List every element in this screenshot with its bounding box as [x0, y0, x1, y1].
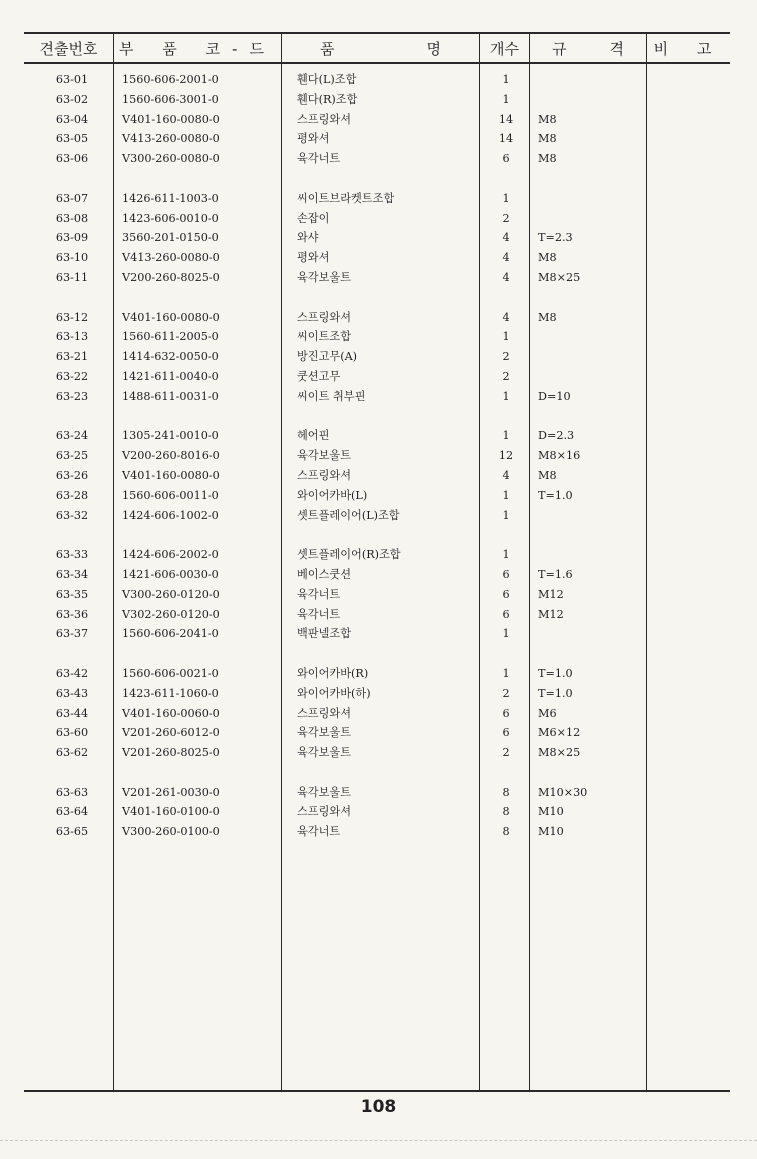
quantity-cell: 1: [502, 429, 510, 443]
part-name-cell: 베이스쿳션: [297, 567, 352, 581]
part-name-cell: 셋트플레이어(R)조합: [297, 548, 401, 562]
specification-cell: D=10: [538, 389, 571, 403]
specification-cell: M8×25: [538, 746, 581, 760]
quantity-cell: 6: [502, 607, 510, 621]
specification-cell: M8: [538, 251, 557, 265]
table-row: [0, 268, 757, 288]
specification-cell: M6×12: [538, 726, 581, 740]
part-code-cell: V200-260-8016-0: [122, 449, 220, 463]
page-number: 108: [360, 1097, 397, 1117]
part-code-cell: V401-160-0100-0: [122, 805, 220, 819]
quantity-cell: 2: [502, 350, 510, 364]
part-code-cell: 3560-201-0150-0: [122, 231, 219, 245]
reference-number-cell: 63-60: [55, 726, 89, 740]
part-name-cell: 스프링와셔: [297, 805, 352, 819]
part-name-cell: 휀다(R)조합: [297, 92, 358, 106]
table-row: [0, 545, 757, 565]
part-code-cell: 1488-611-0031-0: [122, 389, 219, 403]
part-name-cell: 육각너트: [297, 607, 341, 621]
header-part-name-b: 명: [426, 39, 441, 58]
quantity-cell: 6: [502, 152, 510, 166]
specification-cell: M8: [538, 310, 557, 324]
quantity-cell: 6: [502, 587, 510, 601]
reference-number-cell: 63-02: [55, 92, 89, 106]
part-name-cell: 쿳션고무: [297, 369, 341, 383]
table-row: [0, 90, 757, 110]
part-code-cell: V401-160-0080-0: [122, 468, 220, 482]
part-code-cell: V413-260-0080-0: [122, 132, 220, 146]
table-row: [0, 387, 757, 407]
part-code-cell: 1424-606-1002-0: [122, 508, 219, 522]
specification-cell: M8×16: [538, 449, 581, 463]
parts-table-body: [0, 70, 757, 842]
part-name-cell: 와이어카바(L): [297, 488, 368, 502]
part-code-cell: V300-260-0080-0: [122, 152, 220, 166]
table-row: [0, 506, 757, 526]
part-name-cell: 와샤: [297, 231, 319, 245]
part-name-cell: 손잡이: [297, 211, 330, 225]
specification-cell: T=1.0: [538, 686, 573, 700]
table-row: [0, 486, 757, 506]
table-row: [0, 70, 757, 90]
reference-number-cell: 63-34: [55, 567, 89, 581]
part-code-cell: V401-160-0080-0: [122, 310, 220, 324]
part-name-cell: 육각보울트: [297, 746, 352, 760]
quantity-cell: 8: [502, 805, 510, 819]
table-row: [0, 110, 757, 130]
part-code-cell: V401-160-0060-0: [122, 706, 220, 720]
part-name-cell: 씨이트조합: [297, 330, 352, 344]
part-code-cell: V302-260-0120-0: [122, 607, 220, 621]
header-quantity: 개수: [490, 39, 519, 58]
header-spec-b: 격: [609, 39, 624, 58]
quantity-cell: 2: [502, 369, 510, 383]
table-row: [0, 347, 757, 367]
specification-cell: D=2.3: [538, 429, 575, 443]
reference-number-cell: 63-37: [55, 627, 89, 641]
reference-number-cell: 63-28: [55, 488, 89, 502]
table-row: [0, 822, 757, 842]
quantity-cell: 1: [502, 92, 510, 106]
specification-cell: T=2.3: [538, 231, 573, 245]
specification-cell: M10: [538, 805, 564, 819]
part-code-cell: 1560-606-2041-0: [122, 627, 219, 641]
part-name-cell: 씨이트브라켓트조합: [297, 191, 395, 205]
table-row: [0, 624, 757, 644]
reference-number-cell: 63-64: [55, 805, 89, 819]
row-spacer: [0, 763, 757, 783]
table-row: [0, 129, 757, 149]
part-name-cell: 육각보울트: [297, 785, 352, 799]
quantity-cell: 1: [502, 666, 510, 680]
reference-number-cell: 63-62: [55, 746, 89, 760]
quantity-cell: 12: [498, 449, 514, 463]
quantity-cell: 1: [502, 508, 510, 522]
quantity-cell: 1: [502, 389, 510, 403]
part-code-cell: 1560-606-0021-0: [122, 666, 219, 680]
reference-number-cell: 63-26: [55, 468, 89, 482]
specification-cell: M10: [538, 825, 564, 839]
table-row: [0, 209, 757, 229]
specification-cell: M8: [538, 152, 557, 166]
quantity-cell: 2: [502, 746, 510, 760]
row-spacer: [0, 288, 757, 308]
quantity-cell: 6: [502, 706, 510, 720]
table-row: [0, 664, 757, 684]
table-row: [0, 228, 757, 248]
specification-cell: M8: [538, 112, 557, 126]
specification-cell: T=1.6: [538, 567, 573, 581]
part-code-cell: 1421-611-0040-0: [122, 369, 219, 383]
reference-number-cell: 63-05: [55, 132, 89, 146]
reference-number-cell: 63-08: [55, 211, 89, 225]
quantity-cell: 1: [502, 191, 510, 205]
part-name-cell: 와이어카바(R): [297, 666, 369, 680]
table-row: [0, 783, 757, 803]
reference-number-cell: 63-23: [55, 389, 89, 403]
quantity-cell: 1: [502, 488, 510, 502]
table-bottom-rule: [24, 1090, 730, 1092]
table-row: [0, 149, 757, 169]
part-name-cell: 스프링와셔: [297, 112, 352, 126]
reference-number-cell: 63-04: [55, 112, 89, 126]
specification-cell: M12: [538, 587, 564, 601]
table-row: [0, 585, 757, 605]
table-row: [0, 565, 757, 585]
part-code-cell: 1305-241-0010-0: [122, 429, 219, 443]
reference-number-cell: 63-21: [55, 350, 89, 364]
reference-number-cell: 63-07: [55, 191, 89, 205]
page-bottom-edge: [0, 1140, 757, 1159]
reference-number-cell: 63-32: [55, 508, 89, 522]
part-name-cell: 평와셔: [297, 251, 330, 265]
part-code-cell: 1426-611-1003-0: [122, 191, 219, 205]
specification-cell: T=1.0: [538, 666, 573, 680]
reference-number-cell: 63-35: [55, 587, 89, 601]
part-name-cell: 육각너트: [297, 587, 341, 601]
table-row: [0, 248, 757, 268]
table-row: [0, 446, 757, 466]
reference-number-cell: 63-13: [55, 330, 89, 344]
quantity-cell: 4: [502, 468, 510, 482]
part-name-cell: 스프링와셔: [297, 468, 352, 482]
part-name-cell: 육각보울트: [297, 270, 352, 284]
part-code-cell: V300-260-0120-0: [122, 587, 220, 601]
header-bottom-rule: [24, 62, 730, 64]
specification-cell: M8: [538, 132, 557, 146]
row-spacer: [0, 525, 757, 545]
part-name-cell: 스프링와셔: [297, 706, 352, 720]
part-code-cell: 1423-606-0010-0: [122, 211, 219, 225]
table-row: [0, 327, 757, 347]
specification-cell: M8×25: [538, 270, 581, 284]
table-row: [0, 367, 757, 387]
part-name-cell: 육각너트: [297, 825, 341, 839]
part-name-cell: 육각보울트: [297, 449, 352, 463]
specification-cell: M10×30: [538, 785, 588, 799]
header-remarks: 비 고: [653, 39, 724, 58]
part-code-cell: V201-260-8025-0: [122, 746, 220, 760]
part-code-cell: V201-260-6012-0: [122, 726, 220, 740]
reference-number-cell: 63-36: [55, 607, 89, 621]
row-spacer: [0, 407, 757, 427]
part-name-cell: 평와셔: [297, 132, 330, 146]
part-code-cell: V413-260-0080-0: [122, 251, 220, 265]
reference-number-cell: 63-43: [55, 686, 89, 700]
part-code-cell: 1414-632-0050-0: [122, 350, 219, 364]
table-row: [0, 802, 757, 822]
part-code-cell: V201-261-0030-0: [122, 785, 220, 799]
reference-number-cell: 63-12: [55, 310, 89, 324]
header-part-code: 부 품 코-드: [119, 39, 276, 58]
quantity-cell: 4: [502, 270, 510, 284]
part-code-cell: V401-160-0080-0: [122, 112, 220, 126]
header-part-name-a: 품: [320, 39, 335, 58]
specification-cell: M8: [538, 468, 557, 482]
reference-number-cell: 63-11: [55, 270, 89, 284]
table-row: [0, 605, 757, 625]
quantity-cell: 1: [502, 627, 510, 641]
reference-number-cell: 63-25: [55, 449, 89, 463]
quantity-cell: 1: [502, 330, 510, 344]
reference-number-cell: 63-01: [55, 73, 89, 86]
header-part-name: [282, 34, 479, 62]
part-code-cell: 1560-606-3001-0: [122, 92, 219, 106]
table-row: [0, 684, 757, 704]
row-spacer: [0, 169, 757, 189]
reference-number-cell: 63-10: [55, 251, 89, 265]
part-code-cell: 1423-611-1060-0: [122, 686, 219, 700]
header-spec-a: 규: [552, 39, 567, 58]
quantity-cell: 2: [502, 686, 510, 700]
part-code-cell: 1560-606-2001-0: [122, 73, 219, 86]
table-row: [0, 308, 757, 328]
quantity-cell: 4: [502, 251, 510, 265]
part-code-cell: V200-260-8025-0: [122, 270, 220, 284]
part-name-cell: 스프링와셔: [297, 310, 352, 324]
part-name-cell: 육각너트: [297, 152, 341, 166]
table-row: [0, 426, 757, 446]
part-name-cell: 방진고무(A): [297, 350, 358, 364]
part-name-cell: 육각보울트: [297, 726, 352, 740]
quantity-cell: 4: [502, 310, 510, 324]
part-code-cell: 1560-611-2005-0: [122, 330, 219, 344]
part-name-cell: 와이어카바(하): [297, 686, 371, 700]
part-code-cell: 1421-606-0030-0: [122, 567, 219, 581]
quantity-cell: 8: [502, 785, 510, 799]
header-specification: [530, 34, 646, 62]
reference-number-cell: 63-33: [55, 548, 89, 562]
table-row: [0, 704, 757, 724]
quantity-cell: 1: [502, 548, 510, 562]
reference-number-cell: 63-09: [55, 231, 89, 245]
part-name-cell: 휀다(L)조합: [297, 73, 357, 86]
quantity-cell: 4: [502, 231, 510, 245]
quantity-cell: 14: [498, 132, 514, 146]
quantity-cell: 14: [498, 112, 514, 126]
part-name-cell: 셋트플레이어(L)조합: [297, 508, 400, 522]
part-name-cell: 씨이트 취부핀: [297, 389, 366, 403]
part-name-cell: 헤어핀: [297, 429, 330, 443]
part-code-cell: 1424-606-2002-0: [122, 548, 219, 562]
quantity-cell: 1: [502, 73, 510, 86]
quantity-cell: 8: [502, 825, 510, 839]
table-row: [0, 189, 757, 209]
part-code-cell: V300-260-0100-0: [122, 825, 220, 839]
part-code-cell: 1560-606-0011-0: [122, 488, 219, 502]
quantity-cell: 6: [502, 567, 510, 581]
specification-cell: M12: [538, 607, 564, 621]
reference-number-cell: 63-24: [55, 429, 89, 443]
header-reference-number: 견출번호: [39, 39, 98, 58]
table-row: [0, 743, 757, 763]
row-spacer: [0, 644, 757, 664]
quantity-cell: 6: [502, 726, 510, 740]
quantity-cell: 2: [502, 211, 510, 225]
reference-number-cell: 63-65: [55, 825, 89, 839]
reference-number-cell: 63-63: [55, 785, 89, 799]
reference-number-cell: 63-06: [55, 152, 89, 166]
reference-number-cell: 63-22: [55, 369, 89, 383]
part-name-cell: 백판넬조합: [297, 627, 352, 641]
specification-cell: T=1.0: [538, 488, 573, 502]
reference-number-cell: 63-42: [55, 666, 89, 680]
table-row: [0, 466, 757, 486]
table-row: [0, 723, 757, 743]
specification-cell: M6: [538, 706, 557, 720]
reference-number-cell: 63-44: [55, 706, 89, 720]
